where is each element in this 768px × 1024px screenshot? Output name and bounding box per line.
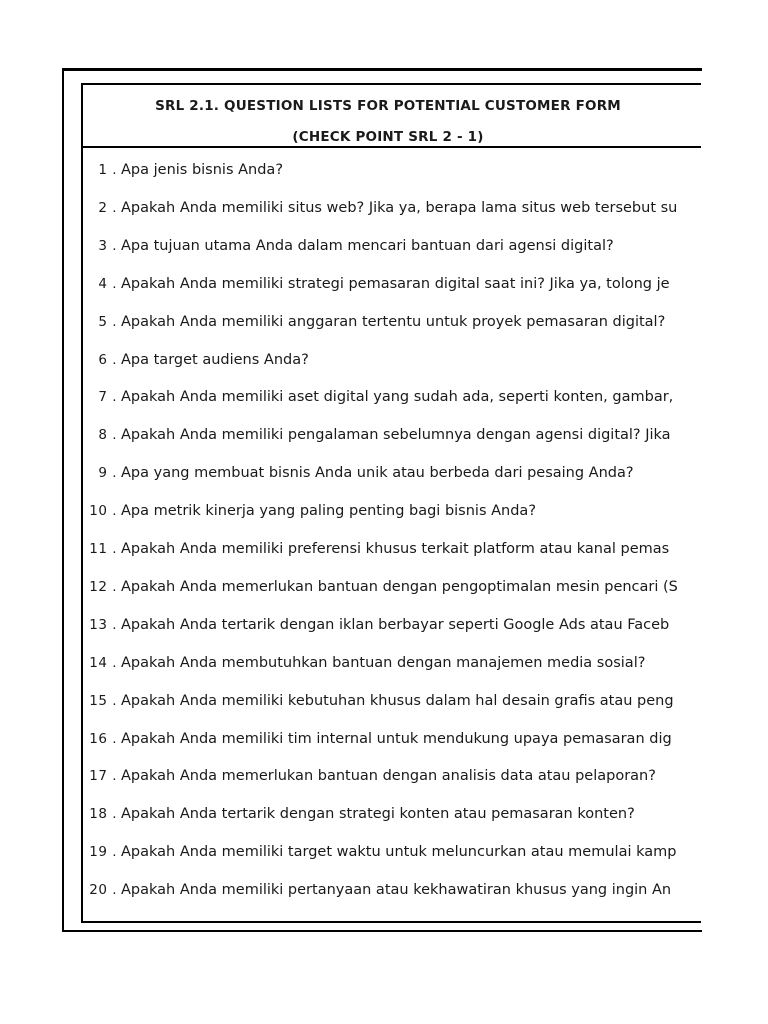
question-number: 9 . [98, 465, 117, 482]
question-text: Apakah Anda memiliki pertanyaan atau kekhawatiran khusus yang ingin An [121, 882, 672, 899]
question-text: Apa jenis bisnis Anda? [121, 162, 284, 178]
form-header [83, 85, 701, 148]
form-title: SRL 2.1. QUESTION LISTS FOR POTENTIAL CUSTOMER FORM [155, 98, 621, 114]
question-number: 14 . [89, 654, 117, 671]
question-number: 19 . [89, 844, 117, 861]
question-text: Apakah Anda memiliki situs web? Jika ya, berapa lama situs web tersebut su [121, 199, 678, 216]
question-text: Apakah Anda tertarik dengan iklan berbayar seperti Google Ads atau Faceb [121, 616, 670, 633]
question-number: 6 . [98, 351, 117, 368]
question-row [83, 276, 701, 314]
question-text: Apakah Anda memerlukan bantuan dengan pengoptimalan mesin pencari (S [121, 578, 678, 595]
question-text: Apa yang membuat bisnis Anda unik atau berbeda dari pesaing Anda? [121, 465, 634, 482]
question-number: 13 . [89, 616, 117, 633]
question-text: Apakah Anda memiliki strategi pemasaran digital saat ini? Jika ya, tolong je [121, 275, 670, 292]
question-text: Apakah Anda tertarik dengan strategi konten atau pemasaran konten? [121, 806, 635, 823]
question-row [83, 389, 701, 427]
question-number: 11 . [89, 541, 117, 557]
question-row [83, 693, 701, 731]
question-row [83, 200, 701, 238]
question-number: 16 . [89, 730, 117, 747]
question-row [83, 579, 701, 617]
question-number: 20 . [89, 882, 117, 899]
question-row [83, 768, 701, 806]
question-row [83, 655, 701, 693]
question-row [83, 806, 701, 844]
question-row [83, 541, 701, 579]
question-text: Apakah Anda memiliki tim internal untuk mendukung upaya pemasaran dig [121, 730, 672, 747]
question-number: 4 . [98, 275, 117, 292]
question-row [83, 503, 701, 541]
question-number: 10 . [89, 503, 117, 520]
question-row [83, 731, 701, 769]
question-number: 8 . [98, 427, 117, 444]
question-text: Apakah Anda memerlukan bantuan dengan analisis data atau pelaporan? [121, 768, 656, 785]
question-text: Apa target audiens Anda? [121, 351, 309, 368]
question-text: Apa tujuan utama Anda dalam mencari bantuan dari agensi digital? [121, 237, 614, 254]
question-text: Apa metrik kinerja yang paling penting bagi bisnis Anda? [121, 503, 537, 520]
question-table [81, 83, 701, 923]
question-row [83, 465, 701, 503]
question-text: Apakah Anda memiliki anggaran tertentu untuk proyek pemasaran digital? [121, 313, 666, 330]
question-row [83, 617, 701, 655]
question-text: Apakah Anda memiliki target waktu untuk meluncurkan atau memulai kamp [121, 844, 677, 861]
question-row [83, 162, 701, 200]
question-number: 5 . [98, 313, 117, 330]
question-number: 12 . [89, 578, 117, 595]
question-text: Apakah Anda memiliki preferensi khusus terkait platform atau kanal pemas [121, 541, 670, 557]
question-number: 1 . [98, 162, 117, 178]
question-number: 15 . [89, 692, 117, 709]
question-row [83, 882, 701, 920]
question-row [83, 427, 701, 465]
question-text: Apakah Anda memiliki pengalaman sebelumnya dengan agensi digital? Jika [121, 427, 671, 444]
question-number: 17 . [89, 768, 117, 785]
question-text: Apakah Anda membutuhkan bantuan dengan manajemen media sosial? [121, 654, 646, 671]
question-row [83, 844, 701, 882]
question-text: Apakah Anda memiliki kebutuhan khusus dalam hal desain grafis atau peng [121, 692, 674, 709]
question-text: Apakah Anda memiliki aset digital yang sudah ada, seperti konten, gambar, [121, 389, 674, 406]
question-row [83, 238, 701, 276]
form-subtitle: (CHECK POINT SRL 2 - 1) [292, 129, 484, 145]
question-row [83, 352, 701, 390]
question-number: 7 . [98, 389, 117, 406]
question-number: 3 . [98, 237, 117, 254]
question-row [83, 314, 701, 352]
question-number: 2 . [98, 199, 117, 216]
question-number: 18 . [89, 806, 117, 823]
